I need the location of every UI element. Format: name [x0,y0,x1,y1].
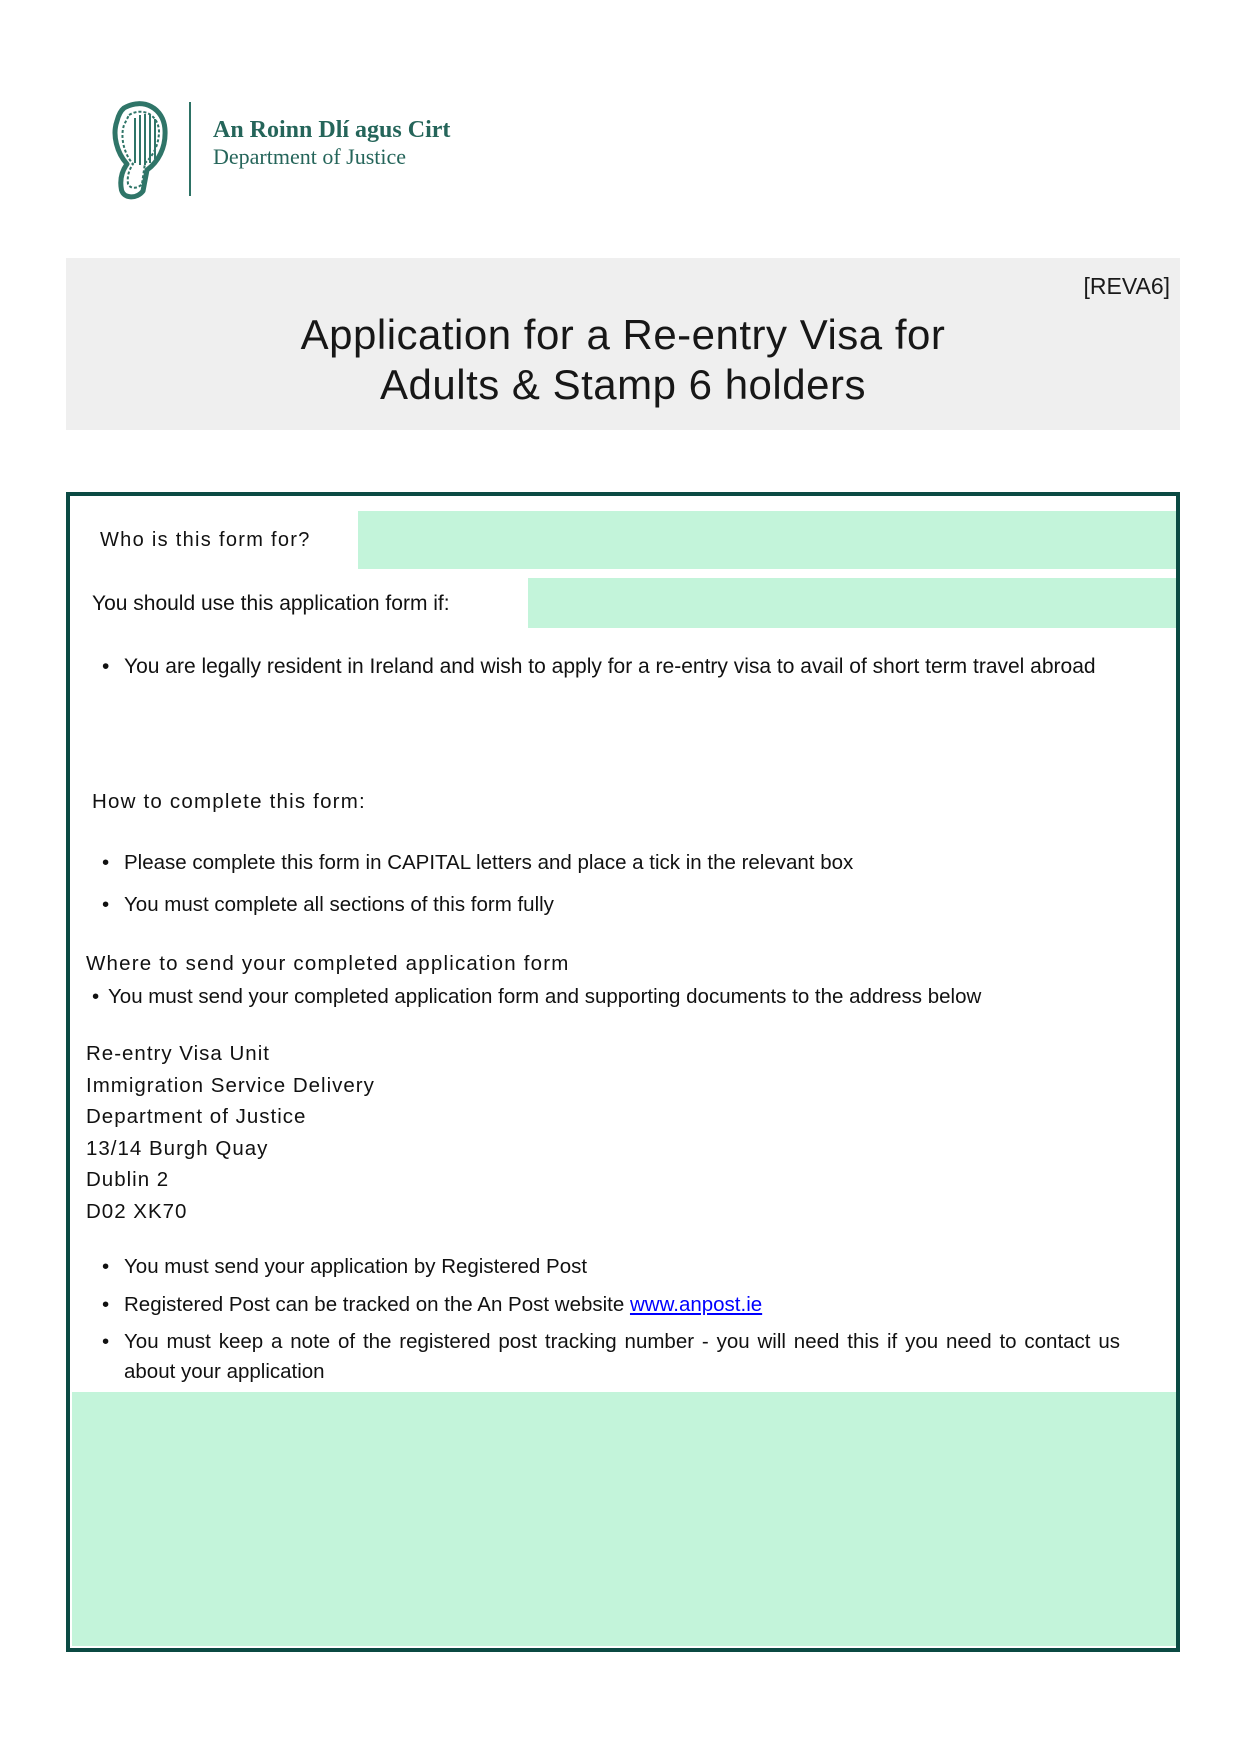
highlight-who-answer [358,511,1176,569]
address-line: Re-entry Visa Unit [86,1042,270,1065]
who-label: Who is this form for? [100,529,311,551]
list-item: • Please complete this form in CAPITAL letters and place a tick in the relevant box [96,848,1120,878]
address-line: Department of Justice [86,1105,307,1128]
address-line: Dublin 2 [86,1168,170,1191]
form-title-line1: Application for a Re-entry Visa for [300,311,946,358]
list-item: • You must send your application by Registered Post [96,1252,1120,1282]
form-title-line2: Adults & Stamp 6 holders [380,361,866,409]
address-line: 13/14 Burgh Quay [86,1136,269,1160]
eligibility-list [96,651,1120,683]
list-item: • You must keep a note of the registered post tracking number - you will need this if you need to contact us about your application [96,1327,1120,1386]
use-if-label: You should use this application form if: [92,592,450,615]
form-title [66,310,1180,411]
post-tracking-text: Registered Post can be tracked on the An Post website [124,1292,630,1316]
title-band [66,258,1180,430]
instructions-box [66,492,1180,1652]
logo-divider [189,102,191,196]
list-item [96,1290,1120,1320]
where-bullet: • You must send your completed application form and supporting documents to the address below [90,985,981,1009]
address-line: Immigration Service Delivery [86,1073,375,1097]
list-item: • You are legally resident in Ireland and wish to apply for a re-entry visa to avail of short term travel abroad [96,651,1120,683]
form-code-tag: [REVA6] [1083,273,1170,299]
registered-post-list [96,1252,1120,1395]
how-list [96,848,1120,931]
irish-harp-icon [108,101,174,201]
highlight-note-block [72,1392,1176,1646]
how-heading: How to complete this form: [92,790,366,813]
list-item: • You must complete all sections of this form fully [96,890,1120,920]
address-line: D02 XK70 [86,1199,188,1223]
logo-title-english: Department of Justice [213,144,407,170]
logo-text [213,116,450,170]
logo-title-irish: An Roinn Dlí agus Cirt [213,117,451,143]
anpost-link[interactable]: www.anpost.ie [629,1292,763,1316]
where-heading: Where to send your completed application form [86,952,570,975]
postal-address [86,1038,375,1227]
highlight-useif-answer [528,578,1176,628]
